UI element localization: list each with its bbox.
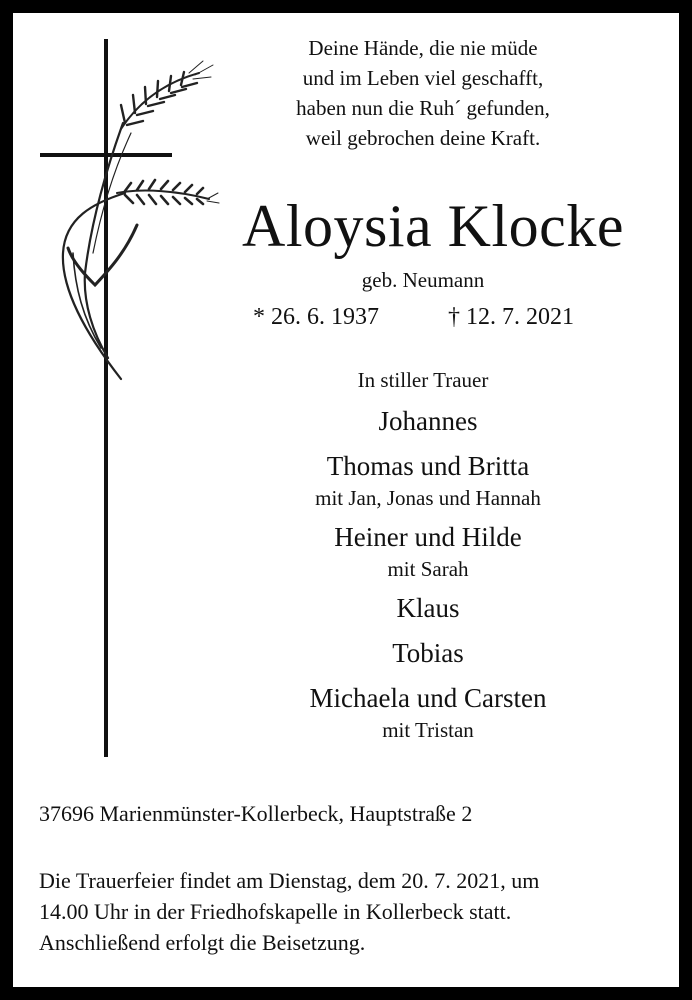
obituary-card (13, 13, 679, 987)
address: 37696 Marienmünster-Kollerbeck, Hauptstraße 2 (39, 801, 473, 826)
mourning-intro: In stiller Trauer (357, 368, 489, 392)
funeral-notice (39, 865, 669, 958)
family-member: Thomas und Britta (326, 451, 530, 481)
family-member: Johannes (378, 406, 478, 436)
notice-line: Die Trauerfeier findet am Dienstag, dem 20. 7. 2021, um (39, 868, 540, 893)
family-member: Tobias (392, 638, 464, 668)
notice-line: 14.00 Uhr in der Friedhofskapelle in Kollerbeck statt. (39, 899, 512, 924)
notice-line: Anschließend erfolgt die Beisetzung. (39, 930, 366, 955)
death-date: † 12. 7. 2021 (448, 304, 574, 330)
cross-icon (40, 39, 172, 757)
family-member-children: mit Sarah (387, 557, 469, 581)
family-member: Klaus (396, 593, 460, 623)
poem-line: haben nun die Ruh´ gefunden, (296, 96, 550, 120)
poem-line: Deine Hände, die nie müde (308, 36, 538, 60)
cross-with-wheat-icon (13, 13, 233, 793)
birth-date: * 26. 6. 1937 (253, 304, 379, 330)
poem-line: weil gebrochen deine Kraft. (305, 126, 541, 150)
birth-name: geb. Neumann (361, 268, 485, 292)
family-member-children: mit Jan, Jonas und Hannah (315, 486, 541, 510)
poem (233, 33, 613, 153)
family-list (243, 403, 613, 743)
poem-line: und im Leben viel geschafft, (302, 66, 544, 90)
family-member: Michaela und Carsten (309, 683, 547, 713)
wheat-icon (63, 61, 219, 379)
deceased-name: Aloysia Klocke (242, 193, 624, 259)
family-member-children: mit Tristan (382, 718, 474, 742)
family-member: Heiner und Hilde (334, 522, 522, 552)
